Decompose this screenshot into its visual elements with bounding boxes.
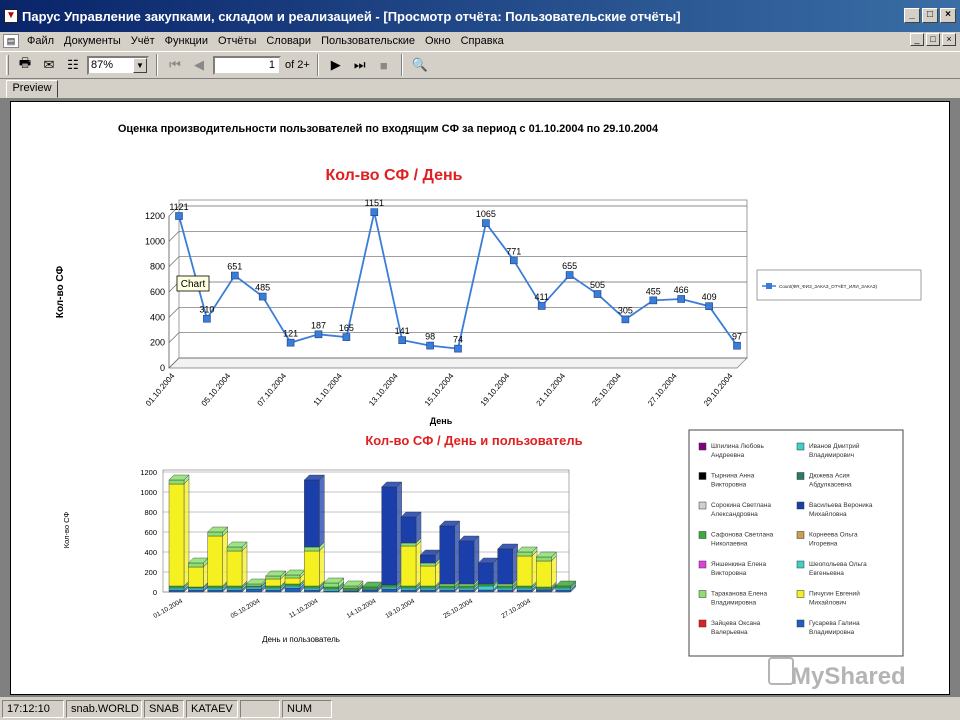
chart2-xlabel: День и пользователь xyxy=(262,635,340,644)
chart2-bar-segment xyxy=(285,588,300,592)
menu-documents[interactable]: Документы xyxy=(64,35,121,47)
report-page xyxy=(10,101,950,695)
chart1-data-label: 97 xyxy=(731,331,743,342)
chart1-data-label: 305 xyxy=(617,305,633,316)
chart2-bar-segment xyxy=(208,588,223,590)
chart2-bar-segment xyxy=(517,590,532,592)
chart2-bar-segment xyxy=(401,517,416,543)
chart2-legend-label-line: Михайловна xyxy=(809,511,847,518)
chart2-bar-segment xyxy=(440,584,455,586)
print-icon[interactable]: 🖶 xyxy=(18,55,32,70)
first-page-icon[interactable]: ⏮ xyxy=(169,57,181,72)
chart2-legend-swatch xyxy=(699,532,706,539)
chart2-bar-segment xyxy=(478,590,493,592)
chart2-ylabel: Кол-во СФ xyxy=(62,511,71,549)
export-icon[interactable]: ✉ xyxy=(43,57,55,72)
chart2-bar-segment xyxy=(382,589,397,592)
menu-dictionaries[interactable]: Словари xyxy=(266,35,312,47)
chart1-data-label: 1151 xyxy=(364,198,384,209)
toolbar-separator xyxy=(156,54,158,76)
chart2-bar-segment xyxy=(420,586,435,588)
report-header: Оценка производительности пользователей по входящим СФ за период с 01.10.2004 по 29.10.2004 xyxy=(117,123,659,135)
chart2-bar-segment xyxy=(227,588,242,590)
chart2-bar-segment xyxy=(266,590,281,592)
chart2-bar-segment xyxy=(401,588,416,590)
chart2-bar-segment xyxy=(459,590,474,592)
chart2-bar-segment xyxy=(536,590,551,592)
chart2-xtick: 11.10.2004 xyxy=(288,597,320,620)
chart2-legend-label-line: Васильева Вероника xyxy=(809,502,873,509)
chart1-data-label: 411 xyxy=(534,291,549,302)
chart1-gridline xyxy=(169,307,179,317)
chart2-legend-swatch xyxy=(699,591,706,598)
chart2-bar-segment xyxy=(420,563,435,566)
chart2-bar-segment xyxy=(382,487,397,585)
chart2-legend-label-line: Александровна xyxy=(711,511,758,518)
chart1-ytick: 400 xyxy=(149,312,165,323)
chart2-legend-label-line: Михайлович xyxy=(809,599,847,607)
status-user: KATAEV xyxy=(186,700,238,718)
minimize-button[interactable]: _ xyxy=(904,8,920,23)
chart2-legend-label-line: Яншенкина Елена xyxy=(711,561,767,568)
chart2-xtick: 14.10.2004 xyxy=(345,597,378,621)
chart2-bar-segment xyxy=(498,549,513,584)
tree-icon[interactable]: ☷ xyxy=(67,57,79,72)
chart1-data-label: 310 xyxy=(199,304,215,315)
chart1-ytick: 0 xyxy=(159,363,165,373)
tab-preview[interactable]: Preview xyxy=(6,80,58,98)
chart1-point xyxy=(231,272,238,279)
chart2-bar-segment xyxy=(459,586,474,588)
chart2-bar-segment xyxy=(517,586,532,588)
chart2-ytick: 400 xyxy=(144,548,157,557)
menu-file[interactable]: Файл xyxy=(27,35,55,47)
chart2-bar-segment xyxy=(266,586,281,588)
chart2-bar-segment xyxy=(266,576,281,579)
chart1-xtick: 29.10.2004 xyxy=(701,371,735,408)
chart2-bar-segment xyxy=(382,587,397,589)
page-number-input[interactable]: 1 xyxy=(213,56,281,75)
chart1-ytick: 1200 xyxy=(144,211,165,221)
zoom-select[interactable] xyxy=(87,56,149,75)
chart1-ytick: 200 xyxy=(149,337,165,348)
chart1-data-label: 1065 xyxy=(475,209,496,220)
chart2-bar-segment xyxy=(536,561,551,587)
chart2-legend-swatch xyxy=(699,473,706,480)
chart1-point xyxy=(566,272,573,279)
find-icon[interactable]: 🔍 xyxy=(411,57,428,72)
chart1-point xyxy=(482,220,489,227)
chart1-ytick: 600 xyxy=(149,287,165,297)
chart2-title: Кол-во СФ / День и пользователь xyxy=(365,433,583,448)
chart2-bar-segment xyxy=(188,588,203,590)
chart2-bar-segment xyxy=(401,590,416,592)
chart2-bar-segment xyxy=(304,590,319,592)
chart2-legend-label-line: Тараканова Елена xyxy=(711,590,768,598)
chart2-legend-label-line: Викторовна xyxy=(711,481,747,489)
chart1-xtick: 07.10.2004 xyxy=(255,371,289,408)
chart2-bar-segment xyxy=(420,555,435,563)
chart2-bar-segment xyxy=(440,588,455,590)
chart1-point xyxy=(203,315,210,322)
chart2-bar-segment xyxy=(401,543,416,546)
chart2-legend-swatch xyxy=(797,591,804,598)
chart2-bar-segment xyxy=(324,589,339,591)
chart2-bar-segment xyxy=(478,563,493,584)
chart1-point xyxy=(315,331,322,338)
toolbar-separator xyxy=(401,54,403,76)
status-bar xyxy=(0,698,960,720)
chart2-bar-segment xyxy=(285,584,300,586)
chart1-point xyxy=(343,334,350,341)
chart2-bar-segment xyxy=(556,590,571,592)
chart2-bar-segment xyxy=(188,567,203,587)
chart2-legend-swatch xyxy=(699,502,706,509)
prev-page-icon[interactable]: ◀ xyxy=(194,57,204,72)
watermark xyxy=(769,658,906,690)
chevron-down-icon[interactable]: ▼ xyxy=(133,58,147,73)
chart2-bar-segment xyxy=(362,587,377,589)
chart1-point xyxy=(678,295,685,302)
chart2-bar-side xyxy=(416,512,421,543)
chart2-bar-segment xyxy=(188,590,203,592)
chart1-title: Кол-во СФ / День xyxy=(325,167,463,184)
chart2-legend-label-line: Валерьевна xyxy=(711,629,748,636)
chart2-legend-label-line: Корнеева Ольга xyxy=(809,531,858,539)
chart2-ytick: 200 xyxy=(144,568,157,577)
chart2-bar-segment xyxy=(536,557,551,561)
chart2-bar-segment xyxy=(246,584,261,586)
chart1-point xyxy=(399,337,406,344)
chart2-bar-segment xyxy=(285,578,300,584)
chart1-data-label: 455 xyxy=(645,286,661,297)
chart2-bar-segment xyxy=(246,589,261,592)
chart1-xtick: 05.10.2004 xyxy=(199,371,233,408)
chart1-data-label: 98 xyxy=(425,331,436,342)
chart2-legend-label-line: Владимировна xyxy=(809,629,855,636)
menu-user[interactable]: Пользовательские xyxy=(321,35,416,47)
mdi-controls xyxy=(910,33,956,46)
chart1-data-label: 121 xyxy=(283,328,299,339)
chart1-point xyxy=(594,291,601,298)
chart2-legend-swatch xyxy=(797,502,804,509)
chart2-legend-swatch xyxy=(797,561,804,568)
chart1-point xyxy=(706,303,713,310)
chart1-ytick: 1000 xyxy=(144,236,165,247)
chart1-point xyxy=(427,342,434,349)
document-icon[interactable]: ▤ xyxy=(3,34,19,48)
chart2-legend-label-line: Зайцева Оксана xyxy=(711,620,761,627)
chart1-gridline xyxy=(169,257,179,267)
chart2-bar-segment xyxy=(169,480,184,484)
maximize-button[interactable]: □ xyxy=(922,8,938,23)
chart2-bar-segment xyxy=(498,584,513,586)
chart2-xtick: 25.10.2004 xyxy=(442,597,474,621)
preview-toolbar xyxy=(0,51,960,79)
chart2-bar-segment xyxy=(246,587,261,589)
chart2-legend-label-line: Сафонова Светлана xyxy=(711,531,774,539)
chart1-data-label: 655 xyxy=(562,261,578,272)
chart2-ytick: 800 xyxy=(144,508,157,517)
chart2-bar-segment xyxy=(304,480,319,547)
chart2-bar-segment xyxy=(304,547,319,551)
chart2-bar-segment xyxy=(266,579,281,586)
chart1-point xyxy=(287,339,294,346)
mdi-close-button[interactable]: × xyxy=(942,33,956,46)
chart2-bar-segment xyxy=(285,575,300,578)
chart2-bar-segment xyxy=(208,536,223,586)
chart1-point xyxy=(538,302,545,309)
chart1-data-label: 165 xyxy=(338,323,354,334)
status-database: snab.WORLD xyxy=(66,700,142,718)
chart2-bar-segment xyxy=(208,586,223,588)
chart1-point xyxy=(176,213,183,220)
close-button[interactable]: × xyxy=(940,8,956,23)
chart1-data-label: 485 xyxy=(255,282,271,293)
chart1-legend-text: Count(ФR_ФИЗ_ЗАКАЗ_ОТЧЁТ_ИЛИ_ЗАКАЗ) xyxy=(779,284,878,289)
chart2-bar-segment xyxy=(208,532,223,536)
chart1-xtick: 21.10.2004 xyxy=(534,371,568,408)
chart2-legend-label-line: Дюжева Асия xyxy=(809,472,850,480)
chart1-ytick: 800 xyxy=(149,261,165,272)
chart2-legend-label-line: Игоревна xyxy=(809,540,838,548)
chart2-legend-label-line: Тырнина Анна xyxy=(711,472,755,480)
zoom-value: 87% xyxy=(91,59,114,71)
chart2-bar-segment xyxy=(343,588,358,590)
chart2-bar-segment xyxy=(478,586,493,590)
chart2-bar-segment xyxy=(227,590,242,592)
chart2-bar-segment xyxy=(440,590,455,592)
watermark-text: MyShared xyxy=(791,663,906,690)
chart1-point xyxy=(734,342,741,349)
chart2-bar-segment xyxy=(498,586,513,588)
chart1-point xyxy=(622,316,629,323)
chart2-legend-label-line: Владимировна xyxy=(711,599,757,607)
status-empty xyxy=(240,700,280,718)
chart2-legend-label-line: Викторовна xyxy=(711,570,747,577)
chart2-bar-segment xyxy=(401,546,416,586)
chart2-legend-label-line: Николаевна xyxy=(711,540,748,548)
chart2-xtick: 05.10.2004 xyxy=(229,597,262,621)
chart2-bar-segment xyxy=(478,584,493,586)
chart2-legend-label-line: Сорокина Светлана xyxy=(711,502,771,509)
chart1-data-label: 187 xyxy=(310,320,327,331)
chart1-data-label: 74 xyxy=(452,334,464,345)
chart2-bar-segment xyxy=(362,590,377,592)
chart2-legend-label-line: Шпилина Любовь xyxy=(711,443,764,450)
chart2-bar-segment xyxy=(440,586,455,588)
chart2-bar-segment xyxy=(459,541,474,584)
chart-tooltip xyxy=(177,276,209,291)
window-controls xyxy=(904,8,956,23)
chart2-legend-swatch xyxy=(699,443,706,450)
chart1-data-label: 409 xyxy=(701,292,717,303)
chart2-legend-label-line: Евгеньевна xyxy=(809,570,844,577)
toolbar-grip[interactable] xyxy=(6,55,9,75)
chart2-legend-label-line: Андреевна xyxy=(711,452,745,459)
chart2-bar-side xyxy=(551,556,556,587)
tooltip-text: Chart xyxy=(180,279,206,290)
chart2-bar-segment xyxy=(556,586,571,588)
chart2-bar-segment xyxy=(420,590,435,592)
chart2-legend-swatch xyxy=(797,532,804,539)
chart2-bar-segment xyxy=(324,587,339,589)
chart1-xtick: 01.10.2004 xyxy=(143,371,177,408)
chart2-bar-segment xyxy=(169,586,184,588)
chart1-xtick: 19.10.2004 xyxy=(478,371,512,408)
app-icon[interactable]: ▼ xyxy=(4,9,18,23)
chart2-bar-segment xyxy=(420,588,435,590)
chart2-bar-side xyxy=(319,546,324,586)
chart2-bar-segment xyxy=(304,551,319,586)
chart2-bar-segment xyxy=(169,590,184,592)
chart2-legend-label-line: Пичугин Евгений xyxy=(809,590,860,598)
chart2-xtick: 27.10.2004 xyxy=(500,597,532,621)
chart2-bar-segment xyxy=(304,586,319,588)
chart2-ytick: 1200 xyxy=(140,468,157,477)
chart1-xtick: 27.10.2004 xyxy=(646,371,679,408)
stop-icon[interactable]: ■ xyxy=(379,57,388,73)
chart1-floor xyxy=(169,358,747,368)
preview-area xyxy=(0,98,960,697)
chart2-bar-side xyxy=(242,546,247,586)
chart1-xtick: 13.10.2004 xyxy=(367,371,400,408)
window-title: Парус Управление закупками, складом и реализацией - [Просмотр отчёта: Пользовательские отчёты] xyxy=(22,8,681,24)
menu-functions[interactable]: Функции xyxy=(164,35,208,47)
chart2-bar-segment xyxy=(401,586,416,588)
status-numlock: NUM xyxy=(282,700,332,718)
title-bar xyxy=(0,0,960,32)
chart1-data-label: 1121 xyxy=(169,202,189,213)
status-schema: SNAB xyxy=(144,700,184,718)
next-page-icon[interactable]: ▶ xyxy=(330,57,341,72)
line-chart xyxy=(55,167,921,426)
page-total: of 2+ xyxy=(285,59,310,71)
chart1-data-label: 505 xyxy=(589,280,606,291)
tab-strip xyxy=(0,80,960,98)
chart2-bar-segment xyxy=(556,588,571,590)
chart2-bar-segment xyxy=(304,588,319,590)
chart2-ytick: 0 xyxy=(152,588,157,597)
toolbar-separator xyxy=(317,54,319,76)
chart2-bar-segment xyxy=(459,584,474,586)
mdi-restore-button[interactable]: □ xyxy=(926,33,940,46)
chart2-legend-swatch xyxy=(797,473,804,480)
status-time: 17:12:10 xyxy=(2,700,64,718)
menu-help[interactable]: Справка xyxy=(460,35,504,47)
chart1-xtick: 11.10.2004 xyxy=(311,371,344,408)
chart2-bar-segment xyxy=(227,586,242,588)
menu-bar xyxy=(0,32,960,50)
stacked-bar-chart xyxy=(62,430,903,656)
chart1-xtick: 25.10.2004 xyxy=(590,371,623,408)
chart2-bar-segment xyxy=(343,586,358,588)
chart1-data-label: 651 xyxy=(227,261,243,272)
chart1-xlabel: День xyxy=(429,416,453,426)
mdi-minimize-button[interactable]: _ xyxy=(910,33,924,46)
chart1-point xyxy=(259,293,266,300)
menu-accounting[interactable]: Учёт xyxy=(130,35,155,47)
chart1-data-label: 466 xyxy=(673,284,689,295)
chart2-bar-segment xyxy=(227,547,242,551)
chart2-legend-label-line: Владимирович xyxy=(809,452,854,459)
menu-reports[interactable]: Отчёты xyxy=(217,35,257,47)
chart2-bar-segment xyxy=(324,583,339,587)
chart1-data-label: 771 xyxy=(506,246,522,257)
chart1-gridline xyxy=(169,231,179,241)
chart2-legend-label-line: Абдулкасевна xyxy=(809,481,852,489)
menu-window[interactable]: Окно xyxy=(425,35,451,47)
chart2-bar-segment xyxy=(285,586,300,588)
chart2-legend-swatch xyxy=(797,443,804,450)
chart2-legend-label-line: Гусарева Галина xyxy=(809,620,860,627)
chart2-bar-segment xyxy=(440,526,455,584)
chart1-point xyxy=(371,209,378,216)
chart1-ylabel: Кол-во СФ xyxy=(55,265,66,319)
chart2-bar-segment xyxy=(498,590,513,592)
chart2-bar-segment xyxy=(266,588,281,590)
chart2-bar-segment xyxy=(517,556,532,586)
report-canvas xyxy=(11,102,949,694)
chart1-legend-marker xyxy=(766,283,772,289)
chart2-bar-segment xyxy=(517,552,532,556)
chart2-bar-segment xyxy=(536,587,551,589)
chart2-bar-segment xyxy=(188,563,203,567)
chart2-xtick: 19.10.2004 xyxy=(384,597,416,621)
chart2-bar-segment xyxy=(517,588,532,590)
chart2-legend-label-line: Иванов Дмитрий xyxy=(809,443,860,450)
chart1-data-label: 141 xyxy=(394,326,410,337)
chart2-bar-segment xyxy=(420,566,435,586)
last-page-icon[interactable]: ⏭ xyxy=(353,57,366,72)
chart2-bar-segment xyxy=(208,590,223,592)
chart2-bar-segment xyxy=(227,551,242,586)
chart2-bar-segment xyxy=(169,588,184,590)
chart2-bar-segment xyxy=(498,588,513,590)
chart1-xtick: 15.10.2004 xyxy=(422,371,456,408)
chart1-gridline xyxy=(169,333,179,343)
chart2-legend-label-line: Шеопольева Ольга xyxy=(809,561,867,568)
chart2-ytick: 1000 xyxy=(140,488,157,497)
chart2-legend-swatch xyxy=(699,620,706,627)
chart2-xtick: 01.10.2004 xyxy=(152,597,184,621)
chart1-point xyxy=(455,345,462,352)
chart1-point xyxy=(650,297,657,304)
chart2-legend-swatch xyxy=(797,620,804,627)
chart2-bar-side xyxy=(319,475,324,547)
chart2-bar-segment xyxy=(382,585,397,587)
chart2-legend-swatch xyxy=(699,561,706,568)
chart2-ytick: 600 xyxy=(144,528,157,537)
chart1-point xyxy=(510,257,517,264)
chart2-bar-segment xyxy=(459,588,474,590)
chart2-bar-segment xyxy=(169,484,184,586)
